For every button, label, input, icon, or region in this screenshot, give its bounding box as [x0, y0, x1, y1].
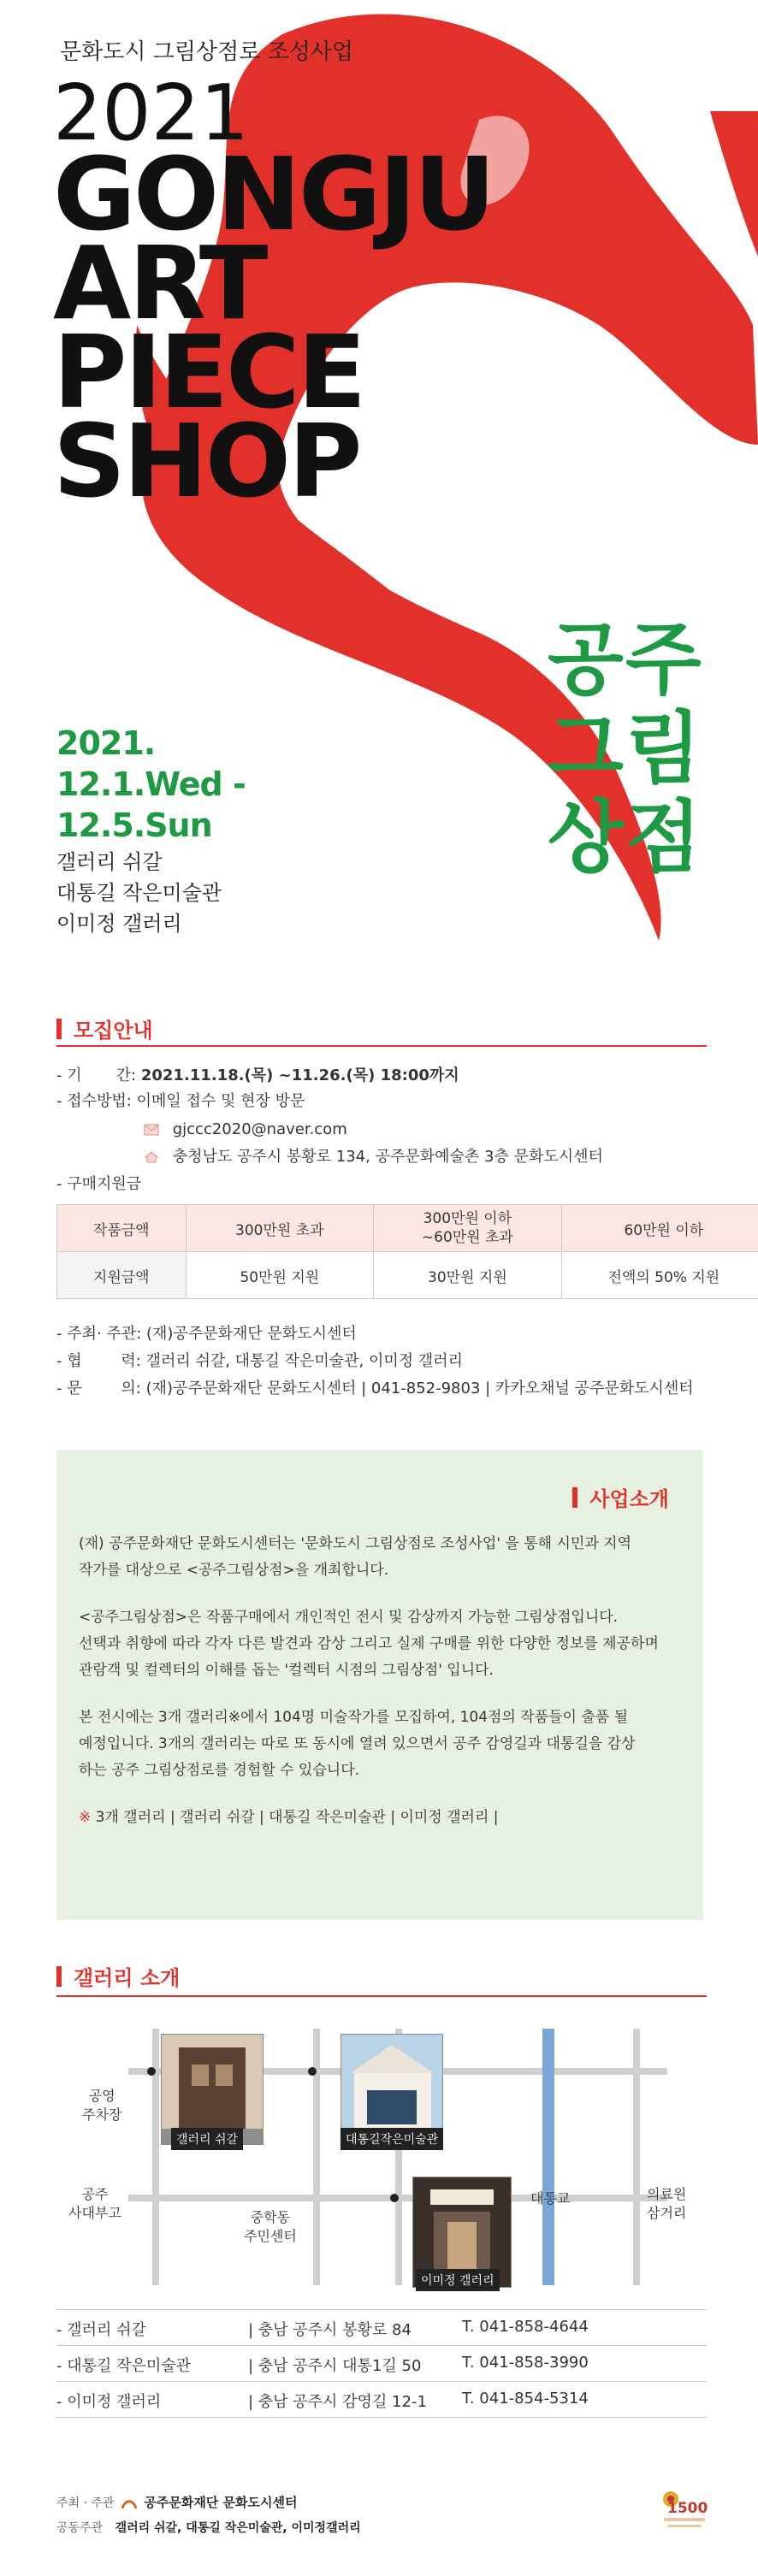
text-line: 예정입니다. 3개의 갤러리는 따로 또 동시에 열려 있으면서 공주 감영길과 대통길을 감상 [79, 1735, 636, 1752]
gallery-address: | 충남 공주시 대통1길 50 [248, 2357, 422, 2375]
business-paragraph [79, 1705, 695, 1784]
home-icon [144, 1151, 159, 1163]
table-cell: 50만원 지원 [186, 1252, 374, 1299]
gallery-name: - 갤러리 쉬갈 [56, 2321, 146, 2339]
table-cell: 30만원 지원 [374, 1252, 562, 1299]
korean-title-line: 공주 [548, 614, 703, 706]
email-row[interactable] [144, 1119, 347, 1141]
gallery-address: | 충남 공주시 감영길 12-1 [248, 2393, 427, 2411]
footer-co-value: 갤러리 쉬갈, 대통길 작은미술관, 이미정갤러리 [115, 2521, 361, 2535]
heading-bar [56, 1966, 62, 1987]
photo-caption: 이미정 갤러리 [416, 2269, 500, 2291]
coop-row [56, 1350, 463, 1373]
map-marker [390, 2194, 399, 2202]
list-divider [56, 2309, 707, 2310]
method-value: 이메일 접수 및 현장 방문 [136, 1092, 305, 1110]
method-label: - 접수방법: [56, 1092, 132, 1110]
hero-title-line: GONGJU [53, 135, 494, 253]
footer-host-org: 공주문화재단 문화도시센터 [144, 2495, 298, 2510]
hero-venues [56, 847, 222, 939]
date-line: 12.1.Wed - [56, 765, 246, 803]
address-row [144, 1146, 603, 1168]
business-section [56, 1450, 703, 1920]
table-cell: 작품금액 [57, 1205, 187, 1252]
text-line: 작가를 대상으로 <공주그림상점>을 개최합니다. [79, 1562, 389, 1579]
note-text: 3개 갤러리 | 갤러리 쉬갈 | 대통길 작은미술관 | 이미정 갤러리 | [95, 1809, 499, 1826]
note-mark: ※ [79, 1809, 92, 1826]
date-line: 2021. [56, 724, 156, 762]
text-line: 본 전시에는 3개 갤러리※에서 104명 미술작가를 모집하여, 104점의 작품들이 출품 될 [79, 1709, 629, 1726]
korean-title-line: 상점 [548, 792, 703, 883]
date-line: 12.5.Sun [56, 806, 212, 844]
footer-co-label: 공동주관 [56, 2521, 104, 2535]
map-road [633, 2029, 640, 2285]
business-paragraph [79, 1604, 695, 1684]
address-text: 충청남도 공주시 봉황로 134, 공주문화예술촌 3층 문화도시센터 [172, 1148, 603, 1166]
anniversary-logo-icon [659, 2487, 710, 2538]
anniversary-badge [659, 2487, 710, 2538]
host-label: - 주최· 주관: [56, 1325, 142, 1343]
map-label-clinic: 의료원 삼거리 [647, 2186, 687, 2221]
foundation-logo-icon [121, 2497, 137, 2509]
table-row [57, 1252, 758, 1299]
email-link[interactable]: gjccc2020@naver.com [172, 1120, 347, 1138]
venue-line: 대통길 작은미술관 [56, 881, 222, 905]
host-row [56, 1323, 357, 1345]
gallery-phone: T. 041-858-4644 [462, 2318, 589, 2336]
method-row [56, 1090, 305, 1113]
business-heading [572, 1482, 669, 1512]
inquiry-value: (재)공주문화재단 문화도시센터 | 041-852-9803 | 카카오채널 공주문화도시센터 [145, 1380, 694, 1397]
gallery-address: | 충남 공주시 봉황로 84 [248, 2321, 412, 2339]
gallery-phone: T. 041-854-5314 [462, 2390, 589, 2408]
table-cell: 60만원 이하 [561, 1205, 758, 1252]
hero-eyebrow: 문화도시 그림상점로 조성사업 [60, 39, 354, 65]
business-note [79, 1805, 695, 1831]
divider [56, 1045, 707, 1047]
map-label-bridge: 대통교 [530, 2190, 571, 2207]
fund-label: - 구매지원금 [56, 1175, 142, 1193]
mail-icon [144, 1124, 159, 1136]
map-marker [147, 2067, 156, 2076]
gallery-phone: T. 041-858-3990 [462, 2354, 589, 2372]
fund-table [56, 1204, 758, 1299]
hero-title [53, 135, 494, 520]
gallery-name: - 이미정 갤러리 [56, 2393, 162, 2411]
korean-title [548, 616, 703, 883]
footer-host [56, 2493, 297, 2511]
coop-value: 갤러리 쉬갈, 대통길 작은미술관, 이미정 갤러리 [145, 1352, 463, 1370]
period-label: - 기 간: [56, 1066, 137, 1084]
coop-label: - 협 력: [56, 1352, 141, 1370]
recruit-heading-text: 모집안내 [74, 1019, 153, 1043]
photo-caption: 갤러리 쉬갈 [171, 2128, 243, 2150]
business-body [79, 1531, 695, 1852]
gallery-heading [56, 1961, 180, 1991]
photo-caption: 대통길작은미술관 [341, 2128, 443, 2150]
heading-bar [56, 1019, 62, 1039]
table-cell: 지원금액 [57, 1252, 187, 1299]
map-label-center: 중학동 주민센터 [244, 2209, 297, 2244]
table-cell: 300만원 이하 ~60만원 초과 [374, 1205, 562, 1252]
list-divider [56, 2345, 707, 2346]
list-divider [56, 2381, 707, 2382]
text-line: 선택과 취향에 따라 각자 다른 발견과 감상 그리고 실제 구매를 위한 다양한 정보를 제공하며 [79, 1635, 659, 1652]
table-header-row [57, 1205, 758, 1252]
hero-title-line: SHOP [53, 402, 360, 520]
map-label-school: 공주 사대부고 [68, 2186, 121, 2221]
hero-dates [56, 723, 246, 846]
text-line: 하는 공주 그림상점로를 경험할 수 있습니다. [79, 1762, 360, 1779]
inquiry-row [56, 1378, 694, 1400]
hero-title-line: PIECE [53, 313, 364, 431]
korean-title-line: 그림 [548, 703, 703, 795]
recruit-heading [56, 1013, 153, 1043]
period-value: 2021.11.18.(목) ~11.26.(목) 18:00까지 [140, 1066, 459, 1084]
table-cell: 전액의 50% 지원 [561, 1252, 758, 1299]
text-line: (재) 공주문화재단 문화도시센터는 '문화도시 그림상점로 조성사업' 을 통해 시민과 지역 [79, 1535, 632, 1552]
hero-poster [0, 0, 758, 1001]
map-label-parking: 공영 주차장 [82, 2088, 122, 2123]
footer-host-label: 주최 · 주관 [56, 2496, 115, 2510]
table-cell: 300만원 초과 [186, 1205, 374, 1252]
business-paragraph [79, 1531, 695, 1584]
list-divider [56, 2417, 707, 2418]
venue-line: 갤러리 쉬갈 [56, 850, 163, 874]
gallery-name: - 대통길 작은미술관 [56, 2357, 192, 2375]
inquiry-label: - 문 의: [56, 1380, 141, 1397]
host-value: (재)공주문화재단 문화도시센터 [146, 1325, 357, 1343]
footer-co [56, 2519, 361, 2536]
period-row [56, 1065, 459, 1087]
map-stream [542, 2029, 554, 2285]
hero-title-line: ART [53, 224, 266, 342]
text-line: 관람객 및 컬렉터의 이해를 돕는 '컬렉터 시점의 그림상점' 입니다. [79, 1662, 494, 1679]
heading-bar [572, 1487, 577, 1508]
text-line: <공주그림상점>은 작품구매에서 개인적인 전시 및 감상까지 가능한 그림상점입니다. [79, 1609, 619, 1626]
map-marker [308, 2067, 317, 2076]
badge-number: 1500 [667, 2500, 708, 2517]
venue-line: 이미정 갤러리 [56, 912, 182, 936]
divider [56, 1995, 707, 1997]
hero-year: 2021 [53, 68, 250, 158]
gallery-heading-text: 갤러리 소개 [74, 1966, 181, 1990]
business-heading-text: 사업소개 [589, 1487, 669, 1511]
